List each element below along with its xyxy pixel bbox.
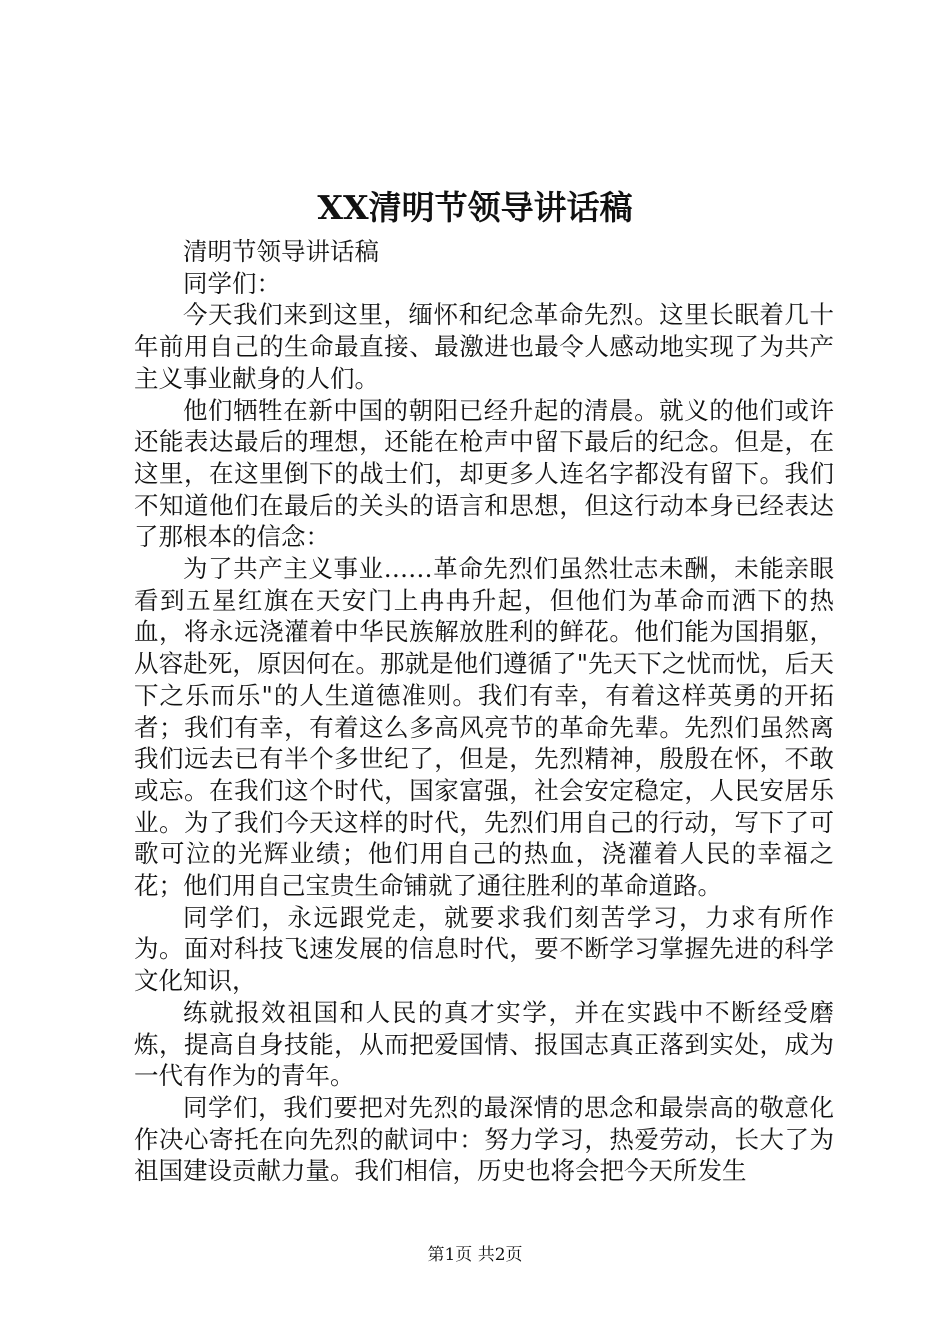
- document-title: XX清明节领导讲话稿: [317, 188, 633, 227]
- paragraph-greeting: 同学们：: [183, 268, 281, 298]
- paragraph: 今天我们来到这里，缅怀和纪念革命先烈。这里长眠着几十年前用自己的生命最直接、最激进也最令人感动地实现了为共产主义事业献身的人们。: [134, 300, 834, 393]
- paragraph: 为了共产主义事业……革命先烈们虽然壮志未酬，未能亲眼看到五星红旗在天安门上冉冉升起，但他们为革命而洒下的热血，将永远浇灌着中华民族解放胜利的鲜花。他们能为国捐躯，从容赴死，原因何在。那就是他们遵循了"先天下之忧而忧，后天下之乐而乐"的人生道德准则。我们有幸，有着这样英勇的开拓者；我们有幸，有着这么多高风亮节的革命先辈。先烈们虽然离我们远去已有半个多世纪了，但是，先烈精神，殷殷在怀，不敢或忘。在我们这个时代，国家富强，社会安定稳定，人民安居乐业。为了我们今天这样的时代，先烈们用自己的行动，写下了可歌可泣的光辉业绩；他们用自己的热血，浇灌着人民的幸福之花；他们用自己宝贵生命铺就了通往胜利的革命道路。: [134, 554, 834, 901]
- paragraph: 他们牺牲在新中国的朝阳已经升起的清晨。就义的他们或许还能表达最后的理想，还能在枪声中留下最后的纪念。但是，在这里，在这里倒下的战士们，却更多人连名字都没有留下。我们不知道他们在最后的关头的语言和思想，但这行动本身已经表达了那根本的信念：: [134, 395, 834, 552]
- paragraph: 同学们，我们要把对先烈的最深情的思念和最崇高的敬意化作决心寄托在向先烈的献词中：努力学习，热爱劳动，长大了为祖国建设贡献力量。我们相信，历史也将会把今天所发生: [134, 1092, 834, 1186]
- paragraph: 同学们，永远跟党走，就要求我们刻苦学习，力求有所作为。面对科技飞速发展的信息时代，要不断学习掌握先进的科学文化知识，: [134, 902, 834, 996]
- paragraph: 练就报效祖国和人民的真才实学，并在实践中不断经受磨炼，提高自身技能，从而把爱国情、报国志真正落到实处，成为一代有作为的青年。: [134, 997, 834, 1091]
- page-number-footer: 第1页 共2页: [427, 1245, 523, 1265]
- paragraph-heading: 清明节领导讲话稿: [183, 237, 379, 266]
- document-body: [134, 236, 834, 1187]
